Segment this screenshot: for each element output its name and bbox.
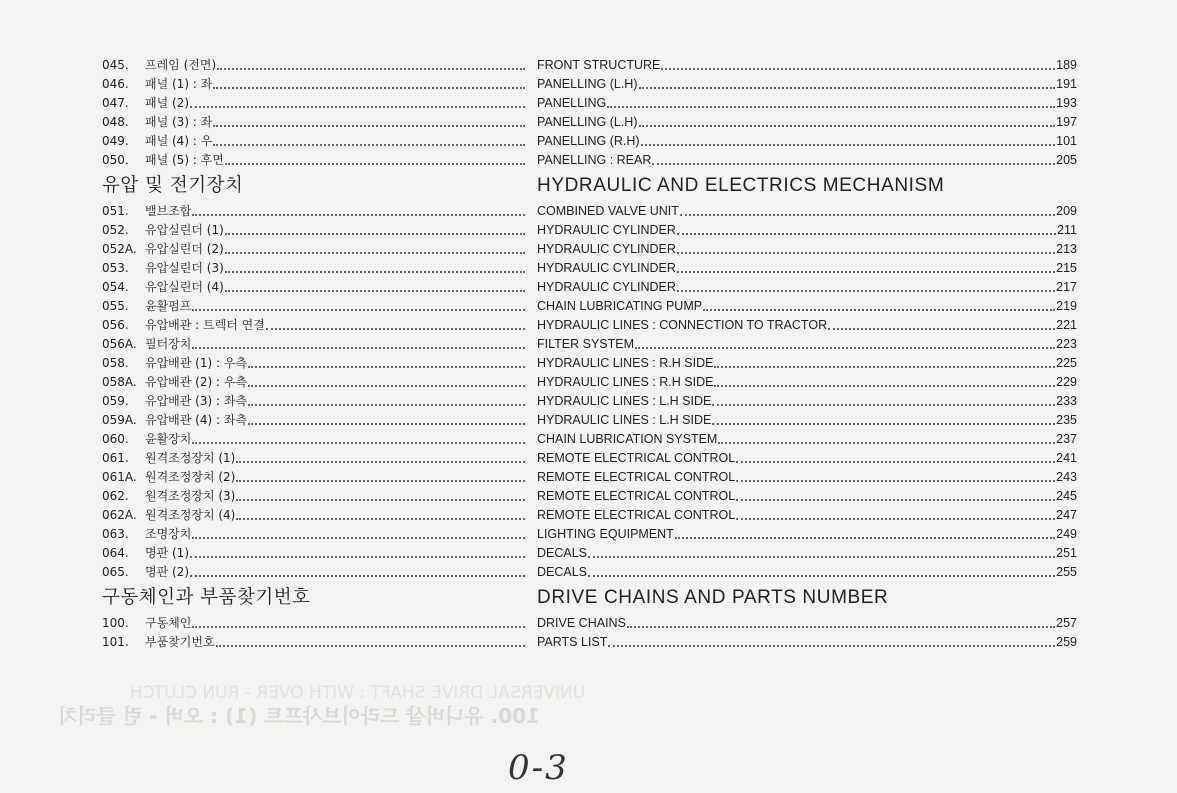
- entry-number: 056A.: [102, 337, 137, 351]
- dot-leader: [225, 271, 525, 273]
- entry-title: 패널 (2): [145, 96, 189, 110]
- dot-leader: [675, 537, 1055, 539]
- entry-title: 원격조정장치 (3): [145, 489, 236, 503]
- entry-title: HYDRAULIC LINES : CONNECTION TO TRACTOR: [537, 318, 828, 332]
- dot-leader: [248, 366, 525, 368]
- page-number: 205: [1056, 153, 1077, 167]
- toc-entry[interactable]: [537, 94, 1077, 113]
- entry-title: 원격조정장치 (4): [145, 508, 236, 522]
- toc-entry[interactable]: [102, 525, 526, 544]
- toc-entry[interactable]: [537, 221, 1077, 240]
- entry-title: 윤활장치: [145, 432, 192, 446]
- entry-title: 유압배관 (4) : 좌측: [145, 413, 248, 427]
- entry-title: 부품찾기번호: [145, 635, 215, 649]
- page-number: 241: [1056, 451, 1077, 465]
- dot-leader: [236, 480, 525, 482]
- dot-leader: [588, 556, 1055, 558]
- entry-number: 063.: [102, 527, 129, 541]
- dot-leader: [677, 290, 1055, 292]
- toc-entry[interactable]: [537, 373, 1077, 392]
- entry-title: 유압배관 : 트렉터 연결: [145, 318, 265, 332]
- toc-entry[interactable]: [537, 633, 1077, 652]
- entry-number: 048.: [102, 115, 129, 129]
- page-number: 193: [1056, 96, 1077, 110]
- entry-title: PANELLING: [537, 96, 607, 110]
- entry-number: 062A.: [102, 508, 137, 522]
- page-number: 189: [1056, 58, 1077, 72]
- toc-entry[interactable]: [537, 614, 1077, 633]
- dot-leader: [635, 347, 1055, 349]
- entry-title: 필터장치: [145, 337, 192, 351]
- dot-leader: [266, 328, 525, 330]
- toc-entry[interactable]: [537, 151, 1077, 170]
- entry-title: REMOTE ELECTRICAL CONTROL: [537, 470, 736, 484]
- entry-title: 프레임 (전면): [145, 58, 217, 72]
- page-number: 217: [1056, 280, 1077, 294]
- toc-entry[interactable]: [537, 202, 1077, 221]
- dot-leader: [627, 626, 1055, 628]
- entry-title: 원격조정장치 (1): [145, 451, 236, 465]
- toc-entry[interactable]: [102, 259, 526, 278]
- entry-title: COMBINED VALVE UNIT: [537, 204, 679, 218]
- dot-leader: [703, 309, 1055, 311]
- dot-leader: [718, 442, 1055, 444]
- entry-number: 100.: [102, 616, 129, 630]
- toc-entry[interactable]: [102, 430, 526, 449]
- entry-number: 052.: [102, 223, 129, 237]
- entry-title: 윤활펌프: [145, 299, 192, 313]
- handwritten-page-number: 0-3: [508, 748, 569, 788]
- toc-entry[interactable]: [537, 297, 1077, 316]
- entry-number: 052A.: [102, 242, 137, 256]
- toc-entry[interactable]: [102, 94, 526, 113]
- page-number: 191: [1056, 77, 1077, 91]
- entry-number: 060.: [102, 432, 129, 446]
- entry-number: 061A.: [102, 470, 137, 484]
- dot-leader: [225, 233, 525, 235]
- entry-title: DRIVE CHAINS: [537, 616, 626, 630]
- entry-title: HYDRAULIC LINES : R.H SIDE: [537, 375, 714, 389]
- entry-number: 058A.: [102, 375, 137, 389]
- entry-title: 조명장치: [145, 527, 192, 541]
- toc-entry[interactable]: [102, 354, 526, 373]
- page-number: 215: [1056, 261, 1077, 275]
- page-number: 255: [1056, 565, 1077, 579]
- entry-title: 유압실린더 (4): [145, 280, 224, 294]
- toc-entry[interactable]: [102, 297, 526, 316]
- entry-number: 051.: [102, 204, 129, 218]
- entry-title: HYDRAULIC LINES : L.H SIDE: [537, 394, 712, 408]
- dot-leader: [248, 423, 525, 425]
- toc-entry[interactable]: [102, 544, 526, 563]
- page-number: 247: [1056, 508, 1077, 522]
- entry-title: HYDRAULIC CYLINDER: [537, 280, 676, 294]
- toc-entry[interactable]: [102, 202, 526, 221]
- entry-title: CHAIN LUBRICATING PUMP: [537, 299, 703, 313]
- page-number: 209: [1056, 204, 1077, 218]
- toc-entry[interactable]: [537, 544, 1077, 563]
- dot-leader: [714, 385, 1055, 387]
- entry-title: 구동체인: [145, 616, 192, 630]
- entry-title: 패널 (1) : 좌: [145, 77, 213, 91]
- entry-title: PANELLING : REAR: [537, 153, 652, 167]
- page-number: 243: [1056, 470, 1077, 484]
- toc-entry[interactable]: [102, 113, 526, 132]
- toc-entry[interactable]: [537, 259, 1077, 278]
- entry-number: 059.: [102, 394, 129, 408]
- toc-entry[interactable]: [102, 75, 526, 94]
- toc-entry[interactable]: [537, 56, 1077, 75]
- entry-title: HYDRAULIC CYLINDER: [537, 242, 676, 256]
- page-number: 233: [1056, 394, 1077, 408]
- section-heading: DRIVE CHAINS AND PARTS NUMBER: [537, 587, 889, 608]
- toc-entry[interactable]: [102, 506, 526, 525]
- toc-entry[interactable]: [537, 113, 1077, 132]
- dot-leader: [225, 252, 525, 254]
- dot-leader: [216, 645, 525, 647]
- entry-title: CHAIN LUBRICATION SYSTEM: [537, 432, 718, 446]
- entry-number: 055.: [102, 299, 129, 313]
- toc-entry[interactable]: [537, 392, 1077, 411]
- page-number: 211: [1057, 223, 1077, 237]
- entry-title: PANELLING (L.H): [537, 115, 638, 129]
- entry-title: REMOTE ELECTRICAL CONTROL: [537, 489, 736, 503]
- entry-title: 명판 (1): [145, 546, 189, 560]
- entry-title: 유압배관 (3) : 좌측: [145, 394, 248, 408]
- entry-title: 유압배관 (2) : 우측: [145, 375, 248, 389]
- dot-leader: [639, 87, 1056, 89]
- toc-entry[interactable]: [537, 75, 1077, 94]
- dot-leader: [712, 423, 1055, 425]
- section-heading: HYDRAULIC AND ELECTRICS MECHANISM: [537, 175, 945, 196]
- dot-leader: [225, 290, 525, 292]
- entry-title: 패널 (3) : 좌: [145, 115, 213, 129]
- entry-number: 046.: [102, 77, 129, 91]
- entry-title: DECALS: [537, 546, 588, 560]
- page-number: 225: [1056, 356, 1077, 370]
- entry-title: 패널 (4) : 우: [145, 134, 213, 148]
- page-number: 101: [1056, 134, 1077, 148]
- toc-entry[interactable]: [102, 633, 526, 652]
- dot-leader: [677, 233, 1056, 235]
- entry-title: DECALS: [537, 565, 588, 579]
- toc-entry[interactable]: [537, 468, 1077, 487]
- section-heading: 유압 및 전기장치: [102, 175, 244, 196]
- dot-leader: [236, 518, 525, 520]
- dot-leader: [652, 163, 1055, 165]
- page-number: 229: [1056, 375, 1077, 389]
- entry-title: HYDRAULIC CYLINDER: [537, 223, 676, 237]
- entry-number: 050.: [102, 153, 129, 167]
- dot-leader: [213, 87, 525, 89]
- entry-number: 065.: [102, 565, 129, 579]
- page-number: 245: [1056, 489, 1077, 503]
- dot-leader: [712, 404, 1055, 406]
- entry-title: FRONT STRUCTURE: [537, 58, 661, 72]
- page-number: 251: [1056, 546, 1077, 560]
- entry-title: REMOTE ELECTRICAL CONTROL: [537, 451, 736, 465]
- korean-toc-column: [102, 56, 526, 652]
- toc-entry[interactable]: [537, 487, 1077, 506]
- entry-title: 유압배관 (1) : 우측: [145, 356, 248, 370]
- entry-title: HYDRAULIC LINES : L.H SIDE: [537, 413, 712, 427]
- dot-leader: [236, 499, 525, 501]
- entry-title: 원격조정장치 (2): [145, 470, 236, 484]
- toc-entry[interactable]: [537, 411, 1077, 430]
- toc-entry[interactable]: [102, 240, 526, 259]
- dot-leader: [225, 163, 525, 165]
- entry-number: 054.: [102, 280, 129, 294]
- dot-leader: [192, 442, 525, 444]
- toc-entry[interactable]: [537, 316, 1077, 335]
- bleed-through-text-1: UNIVERSAL DRIVE SHAFT : WITH OVER - RUN CLUTCH: [130, 683, 586, 703]
- toc-entry[interactable]: [102, 411, 526, 430]
- dot-leader: [217, 68, 525, 70]
- section-heading: 구동체인과 부품찾기번호: [102, 587, 311, 608]
- page-number: 249: [1056, 527, 1077, 541]
- entry-number: 053.: [102, 261, 129, 275]
- entry-title: HYDRAULIC CYLINDER: [537, 261, 676, 275]
- page-number: 221: [1056, 318, 1077, 332]
- page-number: 257: [1056, 616, 1077, 630]
- dot-leader: [588, 575, 1055, 577]
- dot-leader: [714, 366, 1055, 368]
- page-number: 259: [1056, 635, 1077, 649]
- toc-entry[interactable]: [537, 430, 1077, 449]
- toc-entry[interactable]: [537, 132, 1077, 151]
- page-number: 197: [1056, 115, 1077, 129]
- dot-leader: [236, 461, 525, 463]
- toc-entry[interactable]: [102, 487, 526, 506]
- toc-entry[interactable]: [102, 151, 526, 170]
- toc-entry[interactable]: [537, 449, 1077, 468]
- entry-number: 101.: [102, 635, 129, 649]
- page-number: 237: [1056, 432, 1077, 446]
- dot-leader: [736, 461, 1055, 463]
- dot-leader: [608, 645, 1055, 647]
- toc-entry[interactable]: [102, 316, 526, 335]
- dot-leader: [192, 626, 525, 628]
- dot-leader: [677, 252, 1055, 254]
- entry-title: 유압실린더 (1): [145, 223, 224, 237]
- entry-number: 049.: [102, 134, 129, 148]
- entry-number: 045.: [102, 58, 129, 72]
- toc-entry[interactable]: [102, 221, 526, 240]
- toc-entry[interactable]: [537, 354, 1077, 373]
- dot-leader: [213, 144, 525, 146]
- entry-title: LIGHTING EQUIPMENT: [537, 527, 674, 541]
- toc-entry[interactable]: [102, 392, 526, 411]
- dot-leader: [248, 385, 525, 387]
- entry-number: 056.: [102, 318, 129, 332]
- toc-entry[interactable]: [102, 449, 526, 468]
- toc-entry[interactable]: [537, 563, 1077, 582]
- entry-number: 061.: [102, 451, 129, 465]
- toc-entry[interactable]: [102, 614, 526, 633]
- toc-entry[interactable]: [102, 278, 526, 297]
- entry-number: 047.: [102, 96, 129, 110]
- entry-title: PARTS LIST: [537, 635, 608, 649]
- page-number: 219: [1056, 299, 1077, 313]
- toc-entry[interactable]: [537, 240, 1077, 259]
- toc-entry[interactable]: [537, 506, 1077, 525]
- toc-entry[interactable]: [537, 525, 1077, 544]
- entry-number: 059A.: [102, 413, 137, 427]
- dot-leader: [192, 214, 525, 216]
- dot-leader: [736, 480, 1055, 482]
- dot-leader: [192, 537, 525, 539]
- dot-leader: [641, 144, 1056, 146]
- entry-number: 062.: [102, 489, 129, 503]
- toc-entry[interactable]: [537, 335, 1077, 354]
- english-toc-column: [537, 56, 1077, 652]
- entry-title: FILTER SYSTEM: [537, 337, 635, 351]
- dot-leader: [828, 328, 1055, 330]
- page-number: 213: [1056, 242, 1077, 256]
- toc-entry[interactable]: [102, 335, 526, 354]
- dot-leader: [736, 499, 1055, 501]
- dot-leader: [661, 68, 1055, 70]
- toc-entry[interactable]: [102, 56, 526, 75]
- entry-number: 058.: [102, 356, 129, 370]
- dot-leader: [607, 106, 1055, 108]
- toc-entry[interactable]: [537, 278, 1077, 297]
- toc-entry[interactable]: [102, 132, 526, 151]
- entry-title: REMOTE ELECTRICAL CONTROL: [537, 508, 736, 522]
- dot-leader: [190, 556, 525, 558]
- dot-leader: [192, 347, 525, 349]
- dot-leader: [248, 404, 525, 406]
- dot-leader: [190, 106, 525, 108]
- dot-leader: [680, 214, 1055, 216]
- entry-title: PANELLING (R.H): [537, 134, 640, 148]
- dot-leader: [192, 309, 525, 311]
- dot-leader: [736, 518, 1055, 520]
- entry-number: 064.: [102, 546, 129, 560]
- dot-leader: [677, 271, 1055, 273]
- toc-entry[interactable]: [102, 373, 526, 392]
- dot-leader: [639, 125, 1056, 127]
- dot-leader: [190, 575, 525, 577]
- entry-title: 밸브조합: [145, 204, 192, 218]
- dot-leader: [213, 125, 525, 127]
- page-number: 235: [1056, 413, 1077, 427]
- entry-title: 유압실린더 (2): [145, 242, 224, 256]
- entry-title: 명판 (2): [145, 565, 189, 579]
- page-number: 223: [1056, 337, 1077, 351]
- toc-entry[interactable]: [102, 563, 526, 582]
- entry-title: 유압실린더 (3): [145, 261, 224, 275]
- entry-title: PANELLING (L.H): [537, 77, 638, 91]
- entry-title: HYDRAULIC LINES : R.H SIDE: [537, 356, 714, 370]
- entry-title: 패널 (5) : 후면: [145, 153, 224, 167]
- bleed-through-text-2: 100. 유니버샬 드라이브샤프트 (1) : 오버 - 런 클러치: [58, 704, 540, 728]
- toc-entry[interactable]: [102, 468, 526, 487]
